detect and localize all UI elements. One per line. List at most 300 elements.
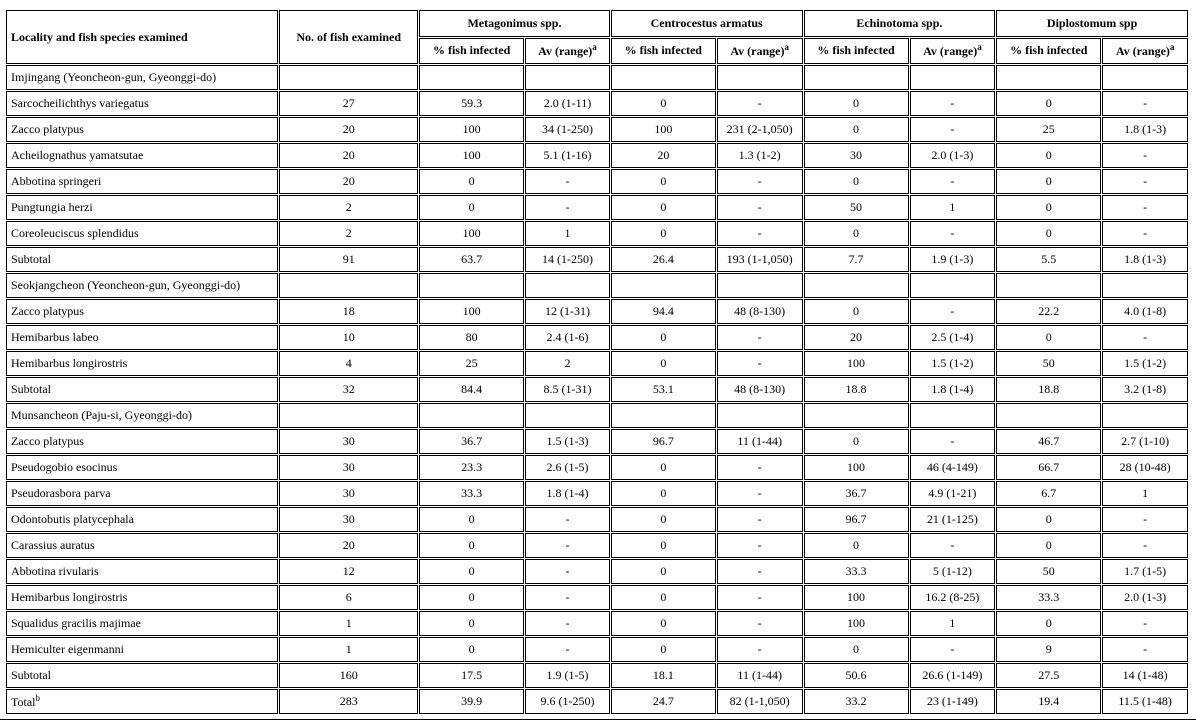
species-label: Abbotina springeri	[11, 174, 102, 188]
av-range-cell: 11 (1-44)	[718, 664, 802, 687]
empty-cell	[280, 66, 417, 89]
fish-count-cell: 20	[280, 534, 417, 557]
subheader-av-range	[911, 39, 995, 64]
species-cell	[7, 248, 277, 271]
empty-cell	[612, 404, 715, 427]
pct-infected-cell: 100	[420, 144, 523, 167]
fish-count-cell: 2	[280, 222, 417, 245]
empty-cell	[997, 66, 1100, 89]
av-range-cell: 26.6 (1-149)	[911, 664, 995, 687]
species-cell	[7, 638, 277, 661]
pct-infected-cell: 33.2	[805, 690, 908, 713]
av-range-cell: 48 (8-130)	[718, 300, 802, 323]
fish-count-cell: 1	[280, 638, 417, 661]
species-cell	[7, 378, 277, 401]
av-range-cell: -	[718, 534, 802, 557]
table-row	[7, 456, 1187, 479]
pct-infected-cell: 0	[612, 222, 715, 245]
header-diplostomum: Diplostomum spp	[997, 11, 1187, 36]
pct-infected-cell: 0	[420, 508, 523, 531]
fish-count-cell: 160	[280, 664, 417, 687]
empty-cell	[805, 274, 908, 297]
species-cell	[7, 690, 277, 713]
species-cell	[7, 430, 277, 453]
av-range-cell: 2	[526, 352, 609, 375]
table-row	[7, 482, 1187, 505]
av-range-cell: 21 (1-125)	[911, 508, 995, 531]
species-cell	[7, 196, 277, 219]
table-row	[7, 144, 1187, 167]
av-range-cell: 193 (1-1,050)	[718, 248, 802, 271]
table-row	[7, 196, 1187, 219]
species-cell	[7, 326, 277, 349]
fish-count-cell: 30	[280, 430, 417, 453]
footnote-marker: a	[784, 42, 789, 53]
pct-infected-cell: 0	[420, 638, 523, 661]
pct-infected-cell: 26.4	[612, 248, 715, 271]
header-metagonimus: Metagonimus spp.	[420, 11, 609, 36]
pct-infected-cell: 6.7	[997, 482, 1100, 505]
av-range-cell: -	[526, 560, 609, 583]
table-row	[7, 326, 1187, 349]
empty-cell	[1103, 66, 1187, 89]
pct-infected-cell: 36.7	[805, 482, 908, 505]
fish-count-cell: 20	[280, 144, 417, 167]
footnote-marker: a	[1169, 42, 1175, 53]
av-range-cell: 48 (8-130)	[718, 378, 802, 401]
av-range-cell: 16.2 (8-25)	[911, 586, 995, 609]
pct-infected-cell: 0	[805, 534, 908, 557]
av-range-cell: -	[718, 196, 802, 219]
av-range-cell: -	[526, 534, 609, 557]
av-range-cell: -	[911, 118, 995, 141]
fish-count-cell: 30	[280, 456, 417, 479]
av-range-cell: 28 (10-48)	[1103, 456, 1187, 479]
pct-infected-cell: 66.7	[997, 456, 1100, 479]
table-row	[7, 92, 1187, 115]
pct-infected-cell: 100	[420, 118, 523, 141]
species-label: Zacco platypus	[11, 304, 84, 318]
species-cell	[7, 586, 277, 609]
section-label: Seokjangcheon (Yeoncheon-gun, Gyeonggi-do)	[7, 274, 277, 297]
pct-infected-cell: 24.7	[612, 690, 715, 713]
species-cell	[7, 144, 277, 167]
av-range-cell: -	[718, 326, 802, 349]
species-label: Sarcocheilichthys variegatus	[11, 96, 149, 110]
pct-infected-cell: 33.3	[420, 482, 523, 505]
pct-infected-cell: 0	[997, 534, 1100, 557]
pct-infected-cell: 50.6	[805, 664, 908, 687]
av-range-cell: 1.5 (1-3)	[526, 430, 609, 453]
pct-infected-cell: 0	[805, 118, 908, 141]
av-range-cell: -	[1103, 170, 1187, 193]
subtotal-row	[7, 248, 1187, 271]
species-label: Acheilognathus yamatsutae	[11, 148, 144, 162]
species-label: Zacco platypus	[11, 122, 84, 136]
av-range-cell: -	[718, 92, 802, 115]
pct-infected-cell: 0	[612, 508, 715, 531]
table-row	[7, 638, 1187, 661]
av-range-cell: -	[911, 222, 995, 245]
pct-infected-cell: 18.1	[612, 664, 715, 687]
empty-cell	[997, 274, 1100, 297]
table-row	[7, 118, 1187, 141]
pct-infected-cell: 0	[420, 196, 523, 219]
av-range-cell: 9.6 (1-250)	[526, 690, 609, 713]
fish-count-cell: 30	[280, 482, 417, 505]
fish-count-cell: 20	[280, 118, 417, 141]
table-row	[7, 534, 1187, 557]
av-range-cell: -	[718, 456, 802, 479]
section-row	[7, 274, 1187, 297]
av-range-label: Av (range)	[730, 44, 785, 59]
av-range-cell: 1.5 (1-2)	[1103, 352, 1187, 375]
av-range-cell: 1	[911, 196, 995, 219]
pct-infected-cell: 100	[612, 118, 715, 141]
total-row	[7, 690, 1187, 713]
av-range-cell: 5.1 (1-16)	[526, 144, 609, 167]
species-label: Total	[11, 695, 36, 709]
av-range-cell: -	[911, 170, 995, 193]
pct-infected-cell: 20	[805, 326, 908, 349]
fish-count-cell: 30	[280, 508, 417, 531]
species-cell	[7, 118, 277, 141]
pct-infected-cell: 63.7	[420, 248, 523, 271]
species-cell	[7, 508, 277, 531]
av-range-cell: 11.5 (1-48)	[1103, 690, 1187, 713]
species-label: Carassius auratus	[11, 538, 95, 552]
header-centrocestus: Centrocestus armatus	[612, 11, 802, 36]
av-range-cell: -	[526, 508, 609, 531]
pct-infected-cell: 0	[805, 300, 908, 323]
fish-count-cell: 18	[280, 300, 417, 323]
av-range-cell: -	[718, 612, 802, 635]
av-range-cell: -	[911, 638, 995, 661]
av-range-cell: -	[1103, 144, 1187, 167]
av-range-cell: -	[1103, 534, 1187, 557]
infection-table	[4, 8, 1190, 716]
av-range-cell: -	[911, 430, 995, 453]
subheader-av-range	[1103, 39, 1187, 64]
species-cell	[7, 222, 277, 245]
pct-infected-cell: 27.5	[997, 664, 1100, 687]
species-label: Zacco platypus	[11, 434, 84, 448]
species-label: Pungtungia herzi	[11, 200, 93, 214]
av-range-cell: -	[718, 482, 802, 505]
pct-infected-cell: 96.7	[805, 508, 908, 531]
empty-cell	[911, 404, 995, 427]
av-range-cell: 2.7 (1-10)	[1103, 430, 1187, 453]
species-label: Coreoleuciscus splendidus	[11, 226, 139, 240]
pct-infected-cell: 19.4	[997, 690, 1100, 713]
species-label: Subtotal	[11, 668, 52, 682]
species-label: Abbotina rivularis	[11, 564, 99, 578]
pct-infected-cell: 100	[805, 352, 908, 375]
fish-count-cell: 27	[280, 92, 417, 115]
empty-cell	[420, 66, 523, 89]
av-range-cell: 12 (1-31)	[526, 300, 609, 323]
empty-cell	[1103, 274, 1187, 297]
section-label: Imjingang (Yeoncheon-gun, Gyeonggi-do)	[7, 66, 277, 89]
pct-infected-cell: 50	[997, 560, 1100, 583]
empty-cell	[612, 66, 715, 89]
pct-infected-cell: 39.9	[420, 690, 523, 713]
pct-infected-cell: 25	[420, 352, 523, 375]
pct-infected-cell: 0	[612, 638, 715, 661]
av-range-cell: -	[718, 170, 802, 193]
pct-infected-cell: 0	[612, 482, 715, 505]
pct-infected-cell: 94.4	[612, 300, 715, 323]
pct-infected-cell: 0	[612, 612, 715, 635]
empty-cell	[526, 404, 609, 427]
pct-infected-cell: 100	[805, 586, 908, 609]
species-cell	[7, 664, 277, 687]
empty-cell	[997, 404, 1100, 427]
pct-infected-cell: 0	[612, 326, 715, 349]
pct-infected-cell: 0	[420, 560, 523, 583]
pct-infected-cell: 25	[997, 118, 1100, 141]
pct-infected-cell: 0	[997, 326, 1100, 349]
species-cell	[7, 300, 277, 323]
pct-infected-cell: 18.8	[805, 378, 908, 401]
table-row	[7, 612, 1187, 635]
pct-infected-cell: 0	[805, 170, 908, 193]
av-range-cell: 11 (1-44)	[718, 430, 802, 453]
species-cell	[7, 352, 277, 375]
pct-infected-cell: 20	[612, 144, 715, 167]
pct-infected-cell: 46.7	[997, 430, 1100, 453]
species-label: Hemibarbus longirostris	[11, 356, 128, 370]
pct-infected-cell: 0	[805, 92, 908, 115]
table-row	[7, 222, 1187, 245]
av-range-cell: -	[718, 508, 802, 531]
fish-count-cell: 4	[280, 352, 417, 375]
species-label: Hemiculter eigenmanni	[11, 642, 124, 656]
empty-cell	[526, 66, 609, 89]
av-range-cell: 1.5 (1-2)	[911, 352, 995, 375]
pct-infected-cell: 0	[997, 170, 1100, 193]
table-row	[7, 430, 1187, 453]
species-label: Subtotal	[11, 382, 52, 396]
species-label: Subtotal	[11, 252, 52, 266]
av-range-cell: 1.8 (1-4)	[911, 378, 995, 401]
pct-infected-cell: 0	[420, 612, 523, 635]
subheader-pct-infected: % fish infected	[997, 39, 1100, 64]
empty-cell	[718, 66, 802, 89]
empty-cell	[718, 274, 802, 297]
av-range-cell: 1	[526, 222, 609, 245]
pct-infected-cell: 53.1	[612, 378, 715, 401]
pct-infected-cell: 50	[997, 352, 1100, 375]
av-range-label: Av (range)	[1115, 44, 1170, 59]
av-range-cell: 82 (1-1,050)	[718, 690, 802, 713]
species-label: Hemibarbus labeo	[11, 330, 99, 344]
av-range-cell: 14 (1-48)	[1103, 664, 1187, 687]
av-range-cell: 5 (1-12)	[911, 560, 995, 583]
av-range-cell: 2.5 (1-4)	[911, 326, 995, 349]
table-row	[7, 508, 1187, 531]
av-range-cell: 2.0 (1-3)	[1103, 586, 1187, 609]
table-body	[7, 66, 1187, 713]
av-range-cell: -	[911, 534, 995, 557]
pct-infected-cell: 33.3	[997, 586, 1100, 609]
av-range-cell: -	[1103, 196, 1187, 219]
fish-count-cell: 283	[280, 690, 417, 713]
species-label: Hemibarbus longirostris	[11, 590, 128, 604]
fish-count-cell: 91	[280, 248, 417, 271]
pct-infected-cell: 100	[420, 300, 523, 323]
av-range-cell: 1.8 (1-4)	[526, 482, 609, 505]
subheader-pct-infected: % fish infected	[612, 39, 715, 64]
empty-cell	[1103, 404, 1187, 427]
header-echinotoma: Echinotoma spp.	[805, 11, 995, 36]
pct-infected-cell: 0	[612, 170, 715, 193]
fish-count-cell: 32	[280, 378, 417, 401]
av-range-label: Av (range)	[538, 44, 593, 59]
empty-cell	[420, 404, 523, 427]
av-range-cell: -	[1103, 612, 1187, 635]
empty-cell	[280, 274, 417, 297]
empty-cell	[280, 404, 417, 427]
section-row	[7, 66, 1187, 89]
pct-infected-cell: 9	[997, 638, 1100, 661]
species-label: Pseudorasbora parva	[11, 486, 111, 500]
av-range-cell: -	[718, 638, 802, 661]
av-range-cell: -	[1103, 508, 1187, 531]
species-cell	[7, 170, 277, 193]
pct-infected-cell: 23.3	[420, 456, 523, 479]
pct-infected-cell: 0	[420, 586, 523, 609]
table-row	[7, 352, 1187, 375]
av-range-cell: -	[1103, 326, 1187, 349]
av-range-cell: -	[526, 638, 609, 661]
footnote-marker: a	[977, 42, 982, 53]
av-range-cell: 34 (1-250)	[526, 118, 609, 141]
empty-cell	[805, 404, 908, 427]
av-range-cell: -	[1103, 92, 1187, 115]
av-range-cell: -	[1103, 222, 1187, 245]
subheader-av-range	[526, 39, 609, 64]
species-cell	[7, 560, 277, 583]
av-range-cell: -	[911, 92, 995, 115]
subheader-pct-infected: % fish infected	[805, 39, 908, 64]
subtotal-row	[7, 378, 1187, 401]
av-range-cell: -	[526, 586, 609, 609]
pct-infected-cell: 5.5	[997, 248, 1100, 271]
pct-infected-cell: 0	[805, 430, 908, 453]
pct-infected-cell: 100	[805, 612, 908, 635]
pct-infected-cell: 30	[805, 144, 908, 167]
pct-infected-cell: 0	[997, 222, 1100, 245]
av-range-cell: 1	[911, 612, 995, 635]
section-row	[7, 404, 1187, 427]
av-range-cell: 8.5 (1-31)	[526, 378, 609, 401]
section-label: Munsancheon (Paju-si, Gyeonggi-do)	[7, 404, 277, 427]
pct-infected-cell: 96.7	[612, 430, 715, 453]
pct-infected-cell: 22.2	[997, 300, 1100, 323]
subtotal-row	[7, 664, 1187, 687]
empty-cell	[420, 274, 523, 297]
av-range-cell: -	[526, 612, 609, 635]
av-range-cell: 3.2 (1-8)	[1103, 378, 1187, 401]
pct-infected-cell: 0	[997, 612, 1100, 635]
header-locality: Locality and fish species examined	[7, 11, 277, 63]
av-range-cell: -	[718, 586, 802, 609]
pct-infected-cell: 50	[805, 196, 908, 219]
pct-infected-cell: 0	[997, 196, 1100, 219]
pct-infected-cell: 17.5	[420, 664, 523, 687]
fish-count-cell: 1	[280, 612, 417, 635]
av-range-cell: 2.6 (1-5)	[526, 456, 609, 479]
av-range-cell: -	[526, 196, 609, 219]
pct-infected-cell: 100	[805, 456, 908, 479]
table-row	[7, 586, 1187, 609]
pct-infected-cell: 59.3	[420, 92, 523, 115]
av-range-cell: 46 (4-149)	[911, 456, 995, 479]
pct-infected-cell: 0	[997, 508, 1100, 531]
av-range-cell: -	[718, 222, 802, 245]
av-range-cell: 231 (2-1,050)	[718, 118, 802, 141]
av-range-cell: 2.0 (1-11)	[526, 92, 609, 115]
pct-infected-cell: 84.4	[420, 378, 523, 401]
empty-cell	[911, 274, 995, 297]
pct-infected-cell: 7.7	[805, 248, 908, 271]
fish-count-cell: 10	[280, 326, 417, 349]
pct-infected-cell: 0	[612, 456, 715, 479]
species-cell	[7, 482, 277, 505]
av-range-cell: 1.8 (1-3)	[1103, 248, 1187, 271]
pct-infected-cell: 0	[997, 144, 1100, 167]
av-range-cell: 2.0 (1-3)	[911, 144, 995, 167]
species-label: Squalidus gracilis majimae	[11, 616, 141, 630]
pct-infected-cell: 0	[612, 534, 715, 557]
av-range-cell: 1	[1103, 482, 1187, 505]
pct-infected-cell: 0	[612, 352, 715, 375]
av-range-cell: -	[718, 560, 802, 583]
bottom-rule	[0, 719, 1196, 720]
species-cell	[7, 534, 277, 557]
footnote-marker: b	[35, 693, 40, 703]
footnote-marker: a	[592, 42, 597, 53]
pct-infected-cell: 100	[420, 222, 523, 245]
species-label: Odontobutis platycephala	[11, 512, 134, 526]
av-range-cell: 1.3 (1-2)	[718, 144, 802, 167]
empty-cell	[718, 404, 802, 427]
av-range-cell: 1.9 (1-3)	[911, 248, 995, 271]
fish-count-cell: 20	[280, 170, 417, 193]
species-cell	[7, 92, 277, 115]
av-range-cell: 4.9 (1-21)	[911, 482, 995, 505]
av-range-cell: 4.0 (1-8)	[1103, 300, 1187, 323]
pct-infected-cell: 0	[420, 534, 523, 557]
pct-infected-cell: 0	[612, 92, 715, 115]
fish-count-cell: 2	[280, 196, 417, 219]
empty-cell	[805, 66, 908, 89]
pct-infected-cell: 0	[997, 92, 1100, 115]
fish-count-cell: 12	[280, 560, 417, 583]
table-row	[7, 560, 1187, 583]
table-row	[7, 300, 1187, 323]
species-cell	[7, 456, 277, 479]
av-range-cell: 2.4 (1-6)	[526, 326, 609, 349]
species-cell	[7, 612, 277, 635]
pct-infected-cell: 0	[612, 196, 715, 219]
av-range-label: Av (range)	[923, 44, 978, 59]
pct-infected-cell: 18.8	[997, 378, 1100, 401]
table-row	[7, 170, 1187, 193]
av-range-cell: -	[718, 352, 802, 375]
pct-infected-cell: 0	[805, 638, 908, 661]
